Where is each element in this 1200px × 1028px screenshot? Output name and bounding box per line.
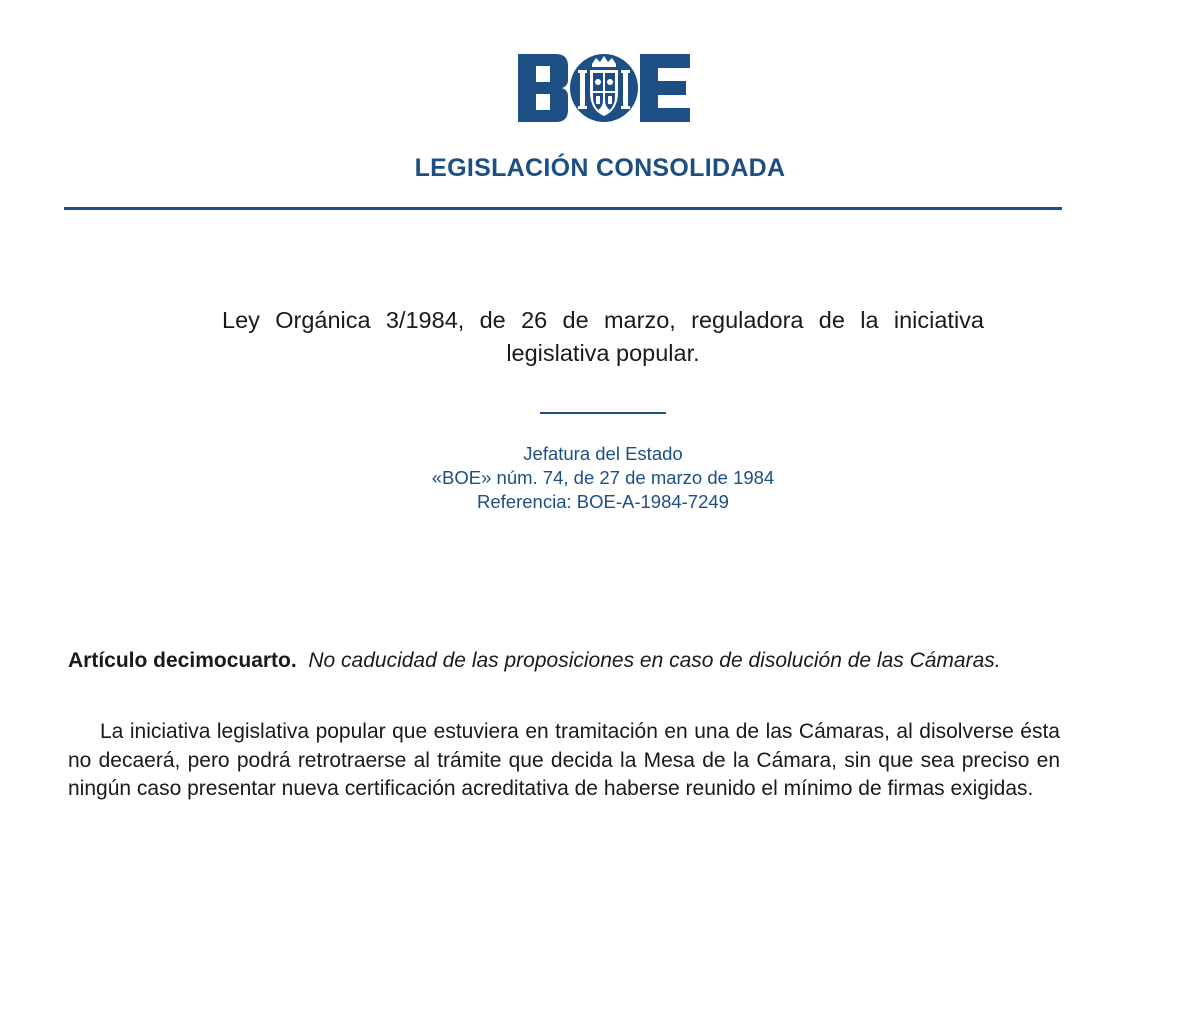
article-title: No caducidad de las proposiciones en caso de disolución de las Cámaras. <box>308 649 1001 672</box>
reference-code: Referencia: BOE-A-1984-7249 <box>477 491 729 512</box>
publication-info: «BOE» núm. 74, de 27 de marzo de 1984 <box>431 467 775 488</box>
publication-metadata <box>0 442 1200 514</box>
issuer: Jefatura del Estado <box>523 443 683 464</box>
article-body: La iniciativa legislativa popular que estuviera en tramitación en una de las Cámaras, al disolverse ésta no decaerá, pero podrá retrotraerse al trámite que decida la Mesa de la Cámara, sin que sea preciso en ningún caso presentar nueva certificación acreditativa de haberse reunido el mínimo de firmas exigidas. <box>68 720 1060 800</box>
law-title: Ley Orgánica 3/1984, de 26 de marzo, reguladora de la iniciativa legislativa popular. <box>222 307 984 366</box>
article-number: Artículo decimocuarto. <box>68 649 297 672</box>
header-title: LEGISLACIÓN CONSOLIDADA <box>414 154 786 182</box>
article-heading <box>68 646 1060 675</box>
header-divider <box>64 207 1062 210</box>
title-divider <box>540 412 666 414</box>
boe-logo <box>516 52 692 124</box>
